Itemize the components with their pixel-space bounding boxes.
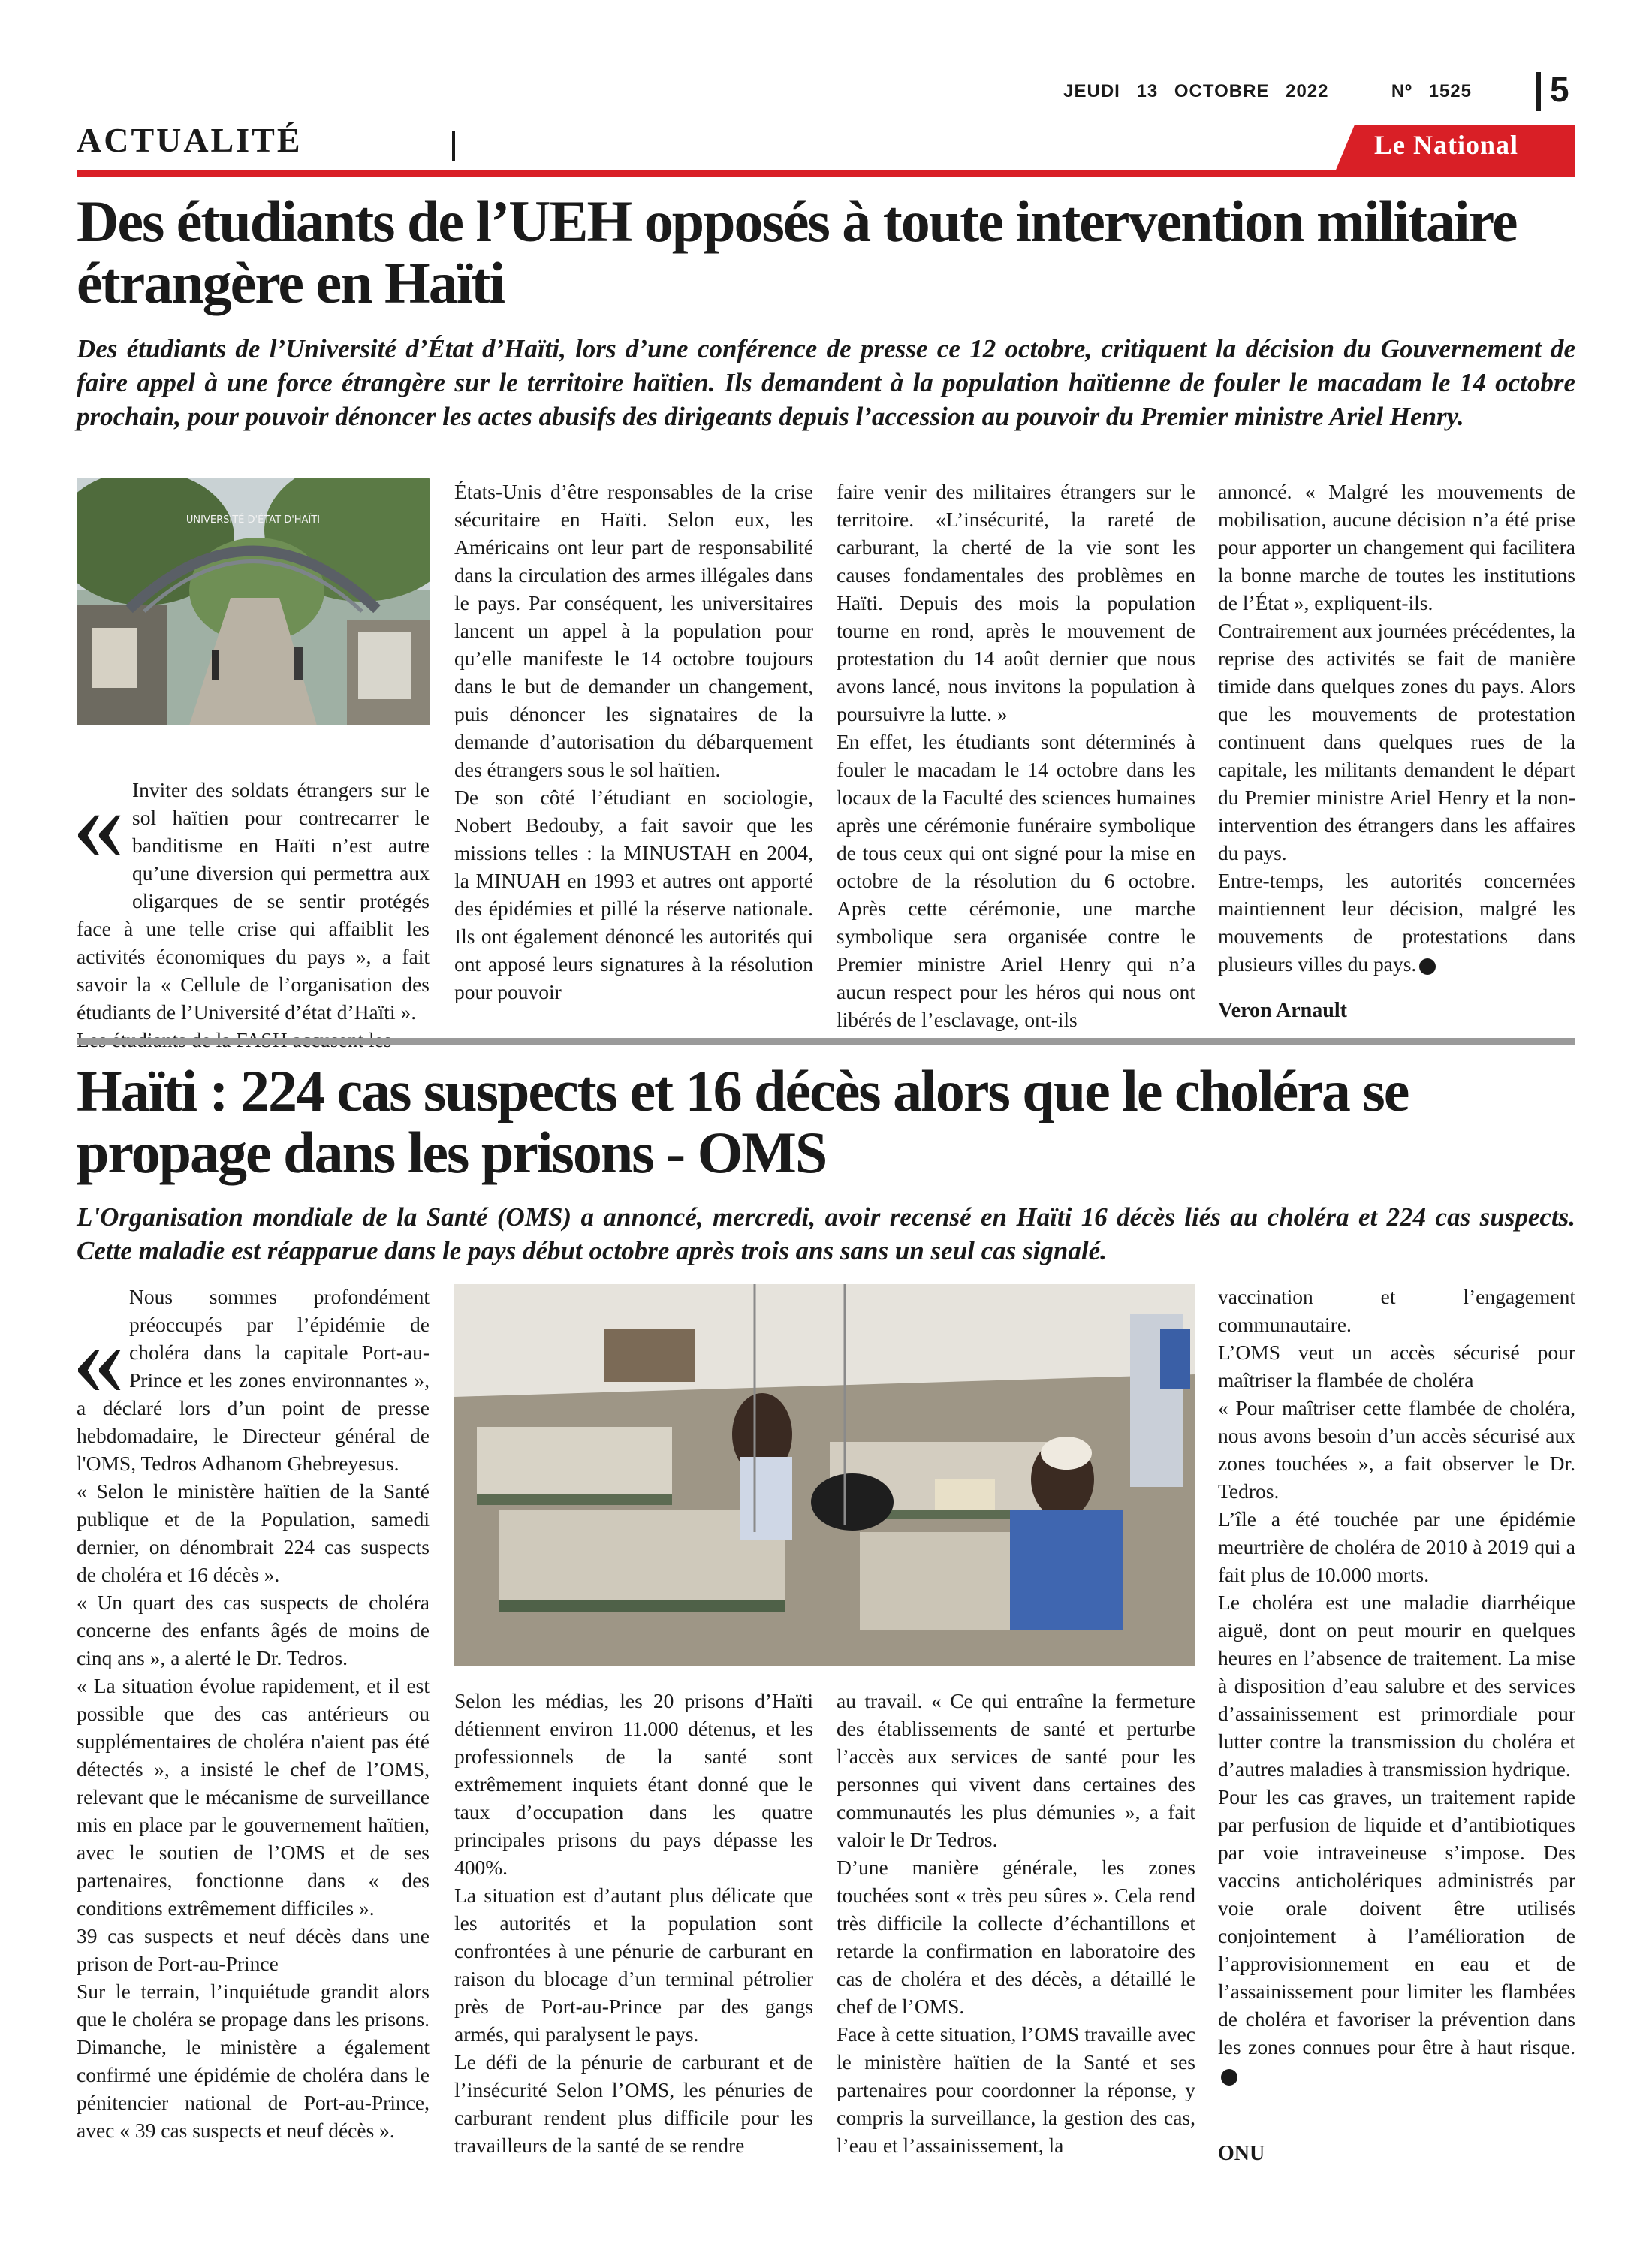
article2-col2-p3: Le défi de la pénurie de carburant et de l’insécurité Selon l’OMS, les pénuries de carburant rendent plus difficile pour les travailleurs de la santé de se rendre	[454, 2050, 813, 2157]
article2-col1-p6: Sur le terrain, l’inquiétude grandit alors que le choléra se propage dans les prisons. Dimanche, le ministère a également confirmé une épidémie de choléra dans le pénitencier national de Port-au-Prince, avec « 39 cas suspects et neuf décès ».	[77, 1980, 430, 2142]
section-bar	[452, 131, 455, 161]
article2-photo	[454, 1284, 1195, 1666]
quote-spacer	[77, 1283, 129, 1388]
article2-col3-p2: D’une manière générale, les zones touchées sont « très peu sûres ». Cela rend très difficile la collecte d’échantillons et retarde la confirmation en laboratoire des cas de choléra et des décès, a détaillé le chef de l’OMS.	[837, 1856, 1195, 2018]
article1-col2	[454, 478, 813, 1006]
article1-col4-p2: Contrairement aux journées précédentes, la reprise des activités se fait de manière timide dans quelques zones du pays. Alors que les mouvements de protestation continuent dans quelques rues de la capitale, les militants demandent le départ du Premier ministre Ariel Henry et la non-intervention des étrangers dans les affaires du pays.	[1218, 619, 1575, 864]
article2-author: ONU	[1218, 2142, 1265, 2165]
article-divider	[77, 1038, 1575, 1045]
article1-author: Veron Arnault	[1218, 999, 1347, 1022]
article2-col3-p3: Face à cette situation, l’OMS travaille avec le ministère haïtien de la Santé et ses partenaires pour coordonner la réponse, y compris la surveillance, la gestion des cas, l’eau et l’assainissement, la	[837, 2022, 1195, 2157]
article2-col4-p3: « Pour maîtriser cette flambée de choléra, nous avons besoin d’un accès sécurisé aux zones touchées », a fait observer le Dr. Tedros.	[1218, 1396, 1575, 1503]
brand-name: Le National	[1374, 130, 1519, 160]
article1-photo	[77, 478, 430, 725]
article2-col1-p3: « Un quart des cas suspects de choléra concerne des enfants âgés de moins de cinq ans », a alerté le Dr. Tedros.	[77, 1591, 430, 1669]
university-gate-photo	[77, 478, 430, 725]
article2-col1-p5: 39 cas suspects et neuf décès dans une prison de Port-au-Prince	[77, 1924, 430, 1975]
section-title: ACTUALITÉ	[77, 121, 303, 159]
article2-col1	[77, 1283, 430, 2144]
article2-col4-p5: Le choléra est une maladie diarrhéique aiguë, dont on peut mourir en quelques heures en l’absence de traitement. La mise à disposition d’eau salubre et des services d’assainissement est primordiale pour lutter contre la transmission du choléra et d’autres maladies à transmission hydrique.	[1218, 1591, 1575, 1781]
article2-col4-p1: vaccination et l’engagement communautaire.	[1218, 1285, 1575, 1336]
article1-col3-p1: faire venir des militaires étrangers sur le territoire. «L’insécurité, la rareté de carburant, la cherté de la vie sont les causes fondamentales des problèmes en Haïti. Depuis des mois la population tourne en rond, après le mouvement de protestation du 14 août dernier que nous avons lancé, nous invitons la population à poursuivre la lutte. »	[837, 480, 1195, 725]
article1-col3-p2: En effet, les étudiants sont déterminés à fouler le macadam le 14 octobre dans les locaux de la Faculté des sciences humaines après une cérémonie funéraire symbolique de tous ceux qui ont signé pour la mise en octobre de la résolution du 6 octobre. Après cette cérémonie, une marche symbolique sera organisée contre le Premier ministre Ariel Henry qui n’a aucun respect pour les héros qui nous ont libérés de l’esclavage, ont-ils	[837, 730, 1195, 1031]
article1-col4-p3: Entre-temps, les autorités concernées maintiennent leur décision, malgré les mouvements de protestations dans plusieurs villes du pays.	[1218, 869, 1575, 976]
article-end-icon	[1419, 958, 1436, 975]
article1-col1	[77, 748, 430, 1054]
article2-col1-p2: « Selon le ministère haïtien de la Santé publique et de la Population, samedi dernier, on dénombrait 224 cas suspects de choléra et 16 décès ».	[77, 1479, 430, 1586]
gate-arch-text: UNIVERSITÉ D'ÉTAT D'HAÏTI	[185, 514, 321, 526]
issue-number: Nº 1525	[1391, 81, 1472, 101]
page-number-bar	[1536, 72, 1541, 111]
article1-col4	[1218, 478, 1575, 978]
article2-col2-p2: La situation est d’autant plus délicate que les autorités et la population sont confrontées à une pénurie de carburant en raison du blocage d’un terminal pétrolier près de Port-au-Prince par des gangs armés, qui paralysent le pays.	[454, 1884, 813, 2046]
article1-col2-p1: États-Unis d’être responsables de la crise sécuritaire en Haïti. Selon eux, les Américains ont leur part de responsabilité dans la circulation des armes illégales dans le pays. Par conséquent, les universitaires lancent un appel à la population pour qu’elle manifeste le 14 octobre toujours dans le but de demander un changement, puis dénoncer les signataires de la demande d’autorisation du débarquement des étrangers sous le sol haïtien.	[454, 480, 813, 781]
article-end-icon	[1221, 2069, 1237, 2086]
article2-col2	[454, 1687, 813, 2159]
article1-lead: Des étudiants de l’Université d’État d’Haïti, lors d’une conférence de presse ce 12 octobre, critiquent la décision du Gouvernement de faire appel à une force étrangère sur le territoire haïtien. Ils demandent à la population haïtienne de fouler le macadam le 14 octobre prochain, pour pouvoir dénoncer les actes abusifs des dirigeants depuis l’accession au pouvoir du Premier ministre Ariel Henry.	[77, 334, 1575, 431]
article1-col1-p1: Inviter des soldats étrangers sur le sol haïtien pour contrecarrer le banditisme en Haïti n’est autre qu’une diversion qui permettra aux oligarques de se sentir protégés face à une telle crise qui affaiblit les activités économiques du pays », a fait savoir la « Cellule de l’organisation des étudiants de l’Université d’état d’Haïti ».	[77, 778, 430, 1024]
article1-headline: Des étudiants de l’UEH opposés à toute intervention militaire étrangère en Haïti	[77, 189, 1517, 315]
article2-headline: Haïti : 224 cas suspects et 16 décès alors que le choléra se propage dans les prisons - OMS	[77, 1058, 1409, 1185]
article2-col4-p4: L’île a été touchée par une épidémie meurtrière de choléra de 2010 à 2019 qui a fait plus de 10.000 morts.	[1218, 1507, 1575, 1586]
article2-col3-p1: au travail. « Ce qui entraîne la fermeture des établissements de santé et perturbe l’accès aux services de santé pour les personnes qui vivent dans certaines des communautés les plus démunies », a fait valoir le Dr Tedros.	[837, 1689, 1195, 1851]
article2-lead: L'Organisation mondiale de la Santé (OMS) a annoncé, mercredi, avoir recensé en Haïti 16 décès liés au choléra et 224 cas suspects. Cette maladie est réapparue dans le pays début octobre après trois ans sans un seul cas signalé.	[77, 1202, 1575, 1265]
article2-quote-mark: «	[72, 1301, 125, 1417]
masthead-info	[1063, 81, 1472, 102]
quote-spacer	[77, 748, 132, 913]
issue-date: JEUDI 13 OCTOBRE 2022	[1063, 81, 1329, 101]
article2-col4	[1218, 1283, 1575, 2089]
article2-col4-p6: Pour les cas graves, un traitement rapide par perfusion de liquide et d’antibiotiques par voie intraveineuse s’impose. Des vaccins anticholériques administrés par voie orale doivent être utilisés conjointement à l’amélioration de l’approvisionnement en eau et de l’assainissement pour limiter les flambées de choléra et favoriser la prévention dans les zones connues pour être à haut risque.	[1218, 1785, 1575, 2058]
article2-col1-p4: « La situation évolue rapidement, et il est possible que des cas antérieurs ou supplémentaires de choléra n'aient pas été détectés », a insisté le chef de l’OMS, relevant que le mécanisme de surveillance mis en place par le gouvernement haïtien, avec le soutien de l’OMS et de ses partenaires, fonctionne dans « des conditions extrêmement difficiles ».	[77, 1674, 430, 1920]
article1-col4-p1: annoncé. « Malgré les mouvements de mobilisation, aucune décision n’a été prise pour apporter un changement qui facilitera la bonne marche de toutes les institutions de l’État », expliquent-ils.	[1218, 480, 1575, 614]
article2-col3	[837, 1687, 1195, 2159]
article2-col2-p1: Selon les médias, les 20 prisons d’Haïti détiennent environ 11.000 détenus, et les professionnels de la santé sont extrêmement inquiets étant donné que le taux d’occupation dans les quatre principales prisons du pays dépasse les 400%.	[454, 1689, 813, 1879]
page-number: 5	[1550, 70, 1569, 109]
article2-col1-p1: Nous sommes profondément préoccupés par l’épidémie de choléra dans la capitale Port-au-Prince et les zones environnantes », a déclaré lors d’un point de presse hebdomadaire, le Directeur général de l'OMS, Tedros Adhanom Ghebreyesus.	[77, 1285, 430, 1475]
article1-col2-p2: De son côté l’étudiant en sociologie, Nobert Bedouby, a fait savoir que les missions telles : la MINUSTAH en 2004, la MINUAH en 1993 et autres ont apporté des épidémies et pillé la réserve nationale. Ils ont également dénoncé les autorités qui ont apposé leurs signatures à la résolution pour pouvoir	[454, 786, 813, 1003]
cholera-clinic-photo	[454, 1284, 1195, 1666]
article1-col3	[837, 478, 1195, 1033]
article2-col4-p2: L’OMS veut un accès sécurisé pour maîtriser la flambée de choléra	[1218, 1341, 1575, 1392]
article1-quote-mark: «	[72, 766, 125, 882]
